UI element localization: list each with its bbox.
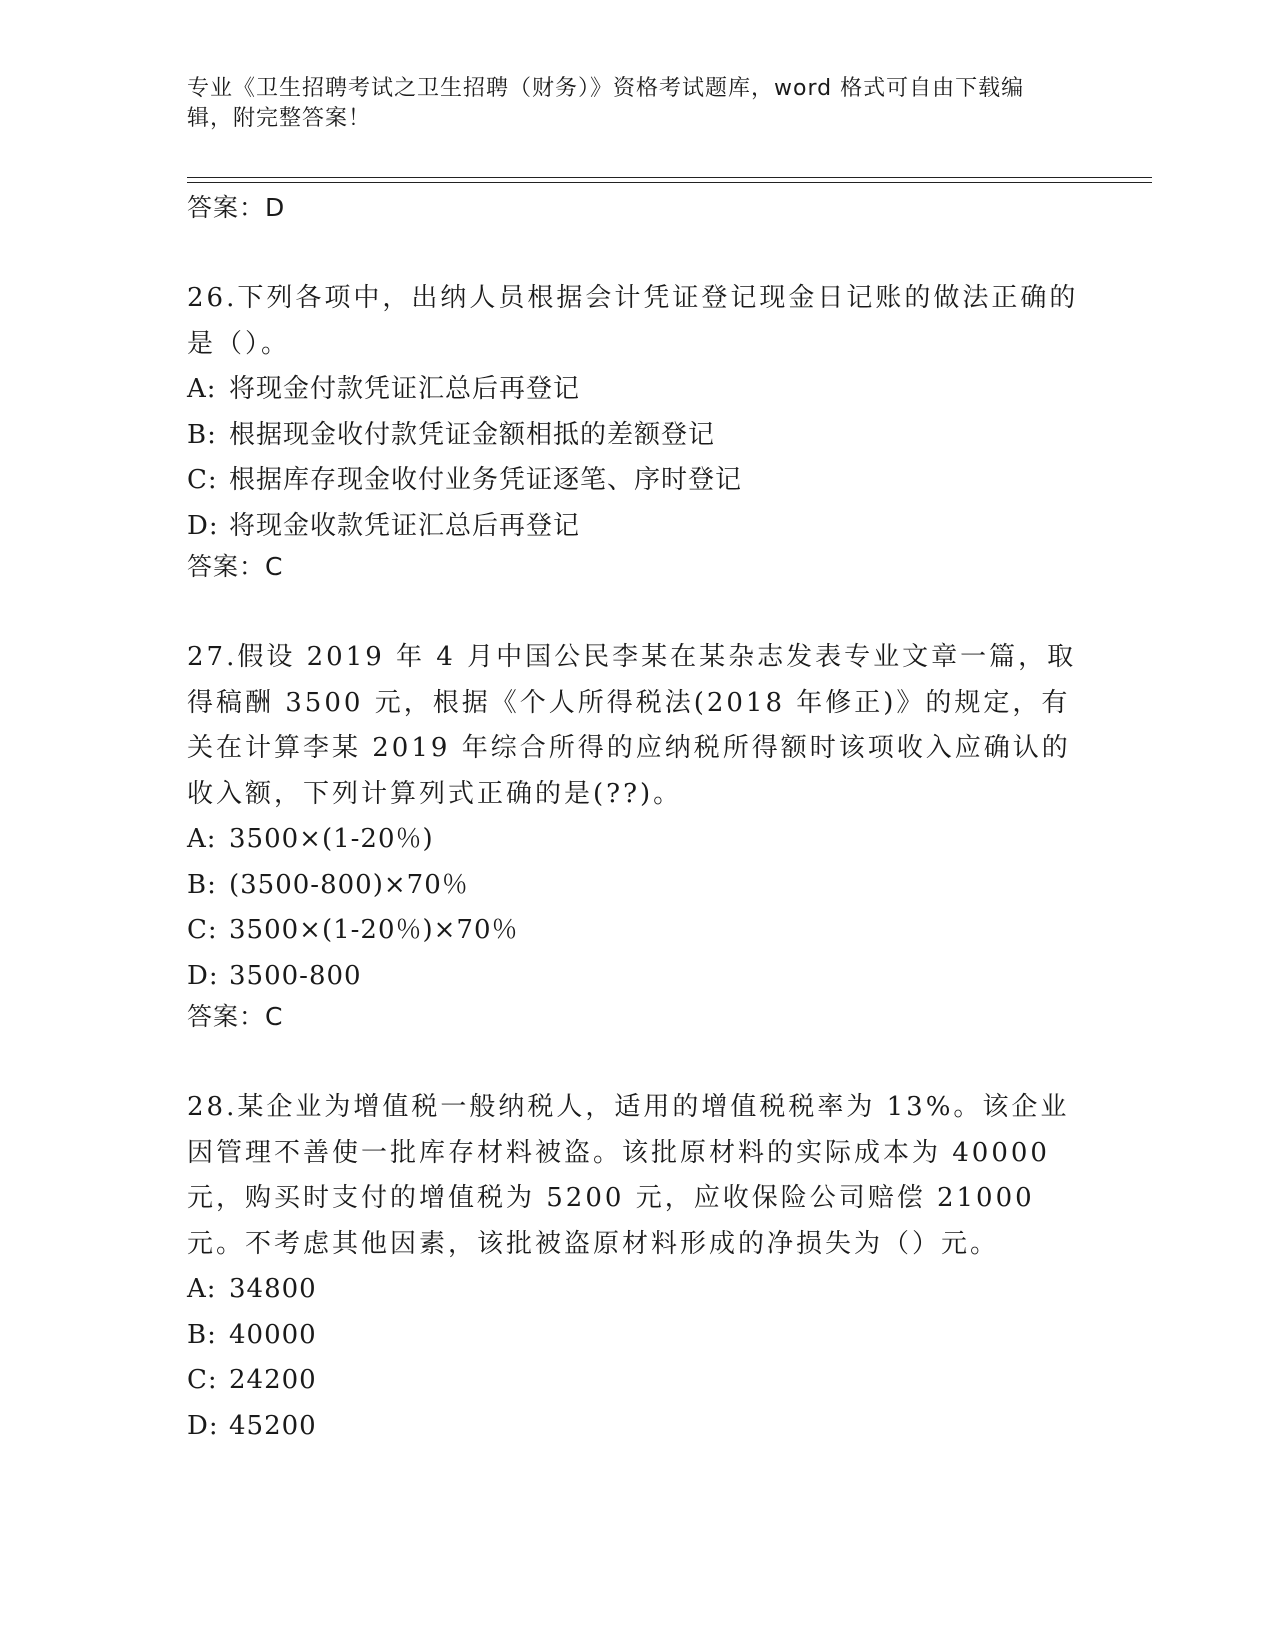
option-text: 24200 — [229, 1365, 317, 1395]
option-a — [187, 817, 1087, 863]
option-letter: B: — [187, 419, 217, 450]
document-header — [187, 74, 1067, 134]
header-divider-bottom — [187, 182, 1152, 183]
option-text: 45200 — [229, 1410, 317, 1441]
option-text: 3500×(1-20％) — [229, 824, 434, 854]
option-text: 34800 — [229, 1274, 317, 1304]
option-letter: C: — [187, 915, 218, 945]
option-d — [187, 954, 1087, 1000]
header-divider-top — [187, 177, 1152, 178]
option-text: 将现金收款凭证汇总后再登记 — [229, 510, 581, 541]
option-c — [187, 908, 1087, 954]
option-c — [187, 1358, 1087, 1404]
question-28 — [187, 1085, 1087, 1449]
header-text: 专业《卫生招聘考试之卫生招聘（财务）》资格考试题库，word 格式可自由下载编辑，附完整答案！ — [187, 76, 1025, 131]
option-letter: C: — [187, 465, 218, 495]
option-letter: A: — [187, 374, 217, 404]
question-text: 27.假设 2019 年 4 月中国公民李某在某杂志发表专业文章一篇，取得稿酬 3500 元，根据《个人所得税法(2018 年修正)》的规定，有关在计算李某 2019 年综合所得的应纳税所得额时该项收入应确认的收入额，下列计算列式正确的是(??)。 — [187, 642, 1077, 809]
answer-line: 答案：C — [187, 552, 284, 581]
option-c — [187, 458, 1087, 504]
option-b — [187, 413, 1087, 459]
option-letter: B: — [187, 869, 217, 900]
option-letter: D: — [187, 1410, 219, 1441]
option-text: 根据现金收付款凭证金额相抵的差额登记 — [229, 419, 716, 450]
option-letter: A: — [187, 824, 217, 854]
option-text: 3500×(1-20％)×70％ — [229, 915, 519, 945]
option-b — [187, 1313, 1087, 1359]
option-b — [187, 863, 1087, 909]
question-26 — [187, 276, 1087, 583]
answer-line: 答案：D — [187, 193, 286, 222]
option-d — [187, 504, 1087, 550]
question-27 — [187, 635, 1087, 1033]
option-letter: D: — [187, 510, 219, 541]
option-a — [187, 1267, 1087, 1313]
option-text: 将现金付款凭证汇总后再登记 — [229, 374, 581, 404]
option-a — [187, 367, 1087, 413]
option-letter: A: — [187, 1274, 217, 1304]
option-d — [187, 1404, 1087, 1450]
question-list — [187, 192, 1087, 1449]
answer-line: 答案：C — [187, 1002, 284, 1031]
option-text: 3500-800 — [229, 960, 362, 991]
option-text: 根据库存现金收付业务凭证逐笔、序时登记 — [229, 465, 743, 495]
question-text: 28.某企业为增值税一般纳税人，适用的增值税税率为 13%。该企业因管理不善使一批库存材料被盗。该批原材料的实际成本为 40000 元，购买时支付的增值税为 5200 元，应收保险公司赔偿 21000 元。不考虑其他因素，该批被盗原材料形成的净损失为（）元。 — [187, 1092, 1070, 1259]
option-letter: B: — [187, 1319, 217, 1350]
option-letter: D: — [187, 960, 219, 991]
option-letter: C: — [187, 1365, 218, 1395]
option-text: 40000 — [229, 1319, 317, 1350]
question-text: 26.下列各项中，出纳人员根据会计凭证登记现金日记账的做法正确的是（）。 — [187, 283, 1079, 359]
option-text: (3500-800)×70％ — [229, 869, 469, 900]
